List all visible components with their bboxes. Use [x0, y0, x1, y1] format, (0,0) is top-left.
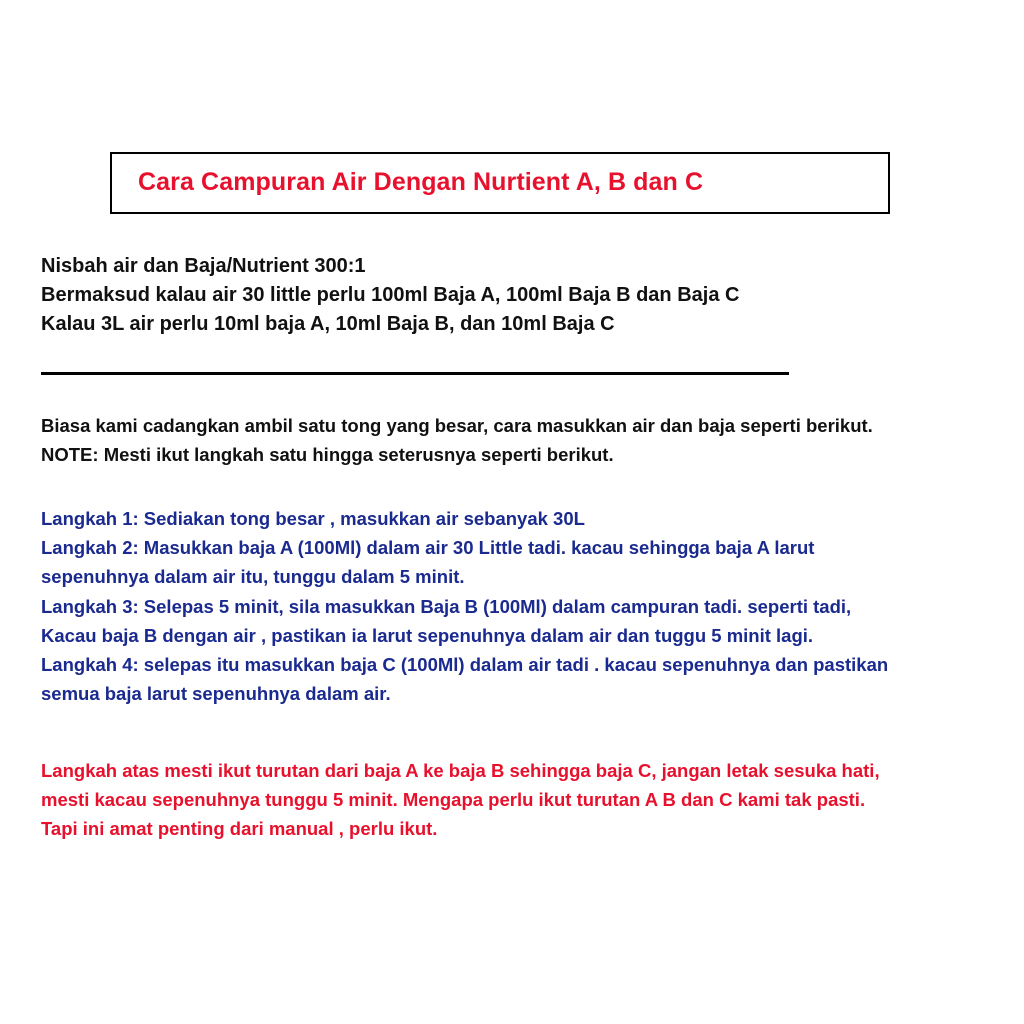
step-line: sepenuhnya dalam air itu, tunggu dalam 5 minit. [41, 566, 465, 588]
page-title: Cara Campuran Air Dengan Nurtient A, B dan C [138, 168, 704, 197]
steps-section [41, 504, 1011, 709]
intro-line: Biasa kami cadangkan ambil satu tong yang besar, cara masukkan air dan baja seperti berikut. [41, 415, 873, 436]
warning-line: mesti kacau sepenuhnya tunggu 5 minit. Mengapa perlu ikut turutan A B dan C kami tak pasti. [41, 789, 866, 811]
horizontal-divider [41, 372, 789, 375]
step-line: semua baja larut sepenuhnya dalam air. [41, 683, 391, 705]
warning-line: Tapi ini amat penting dari manual , perlu ikut. [41, 818, 438, 840]
ratio-section [41, 252, 991, 339]
step-line: Langkah 4: selepas itu masukkan baja C (100Ml) dalam air tadi . kacau sepenuhnya dan pastikan [41, 654, 889, 676]
warning-section [41, 756, 1016, 844]
ratio-line: Nisbah air dan Baja/Nutrient 300:1 [41, 255, 366, 277]
title-box [110, 152, 890, 214]
step-line: Kacau baja B dengan air , pastikan ia larut sepenuhnya dalam air dan tuggu 5 minit lagi. [41, 624, 814, 646]
step-line: Langkah 2: Masukkan baja A (100Ml) dalam air 30 Little tadi. kacau sehingga baja A larut [41, 537, 815, 559]
intro-section [41, 412, 1001, 469]
step-line: Langkah 1: Sediakan tong besar , masukkan air sebanyak 30L [41, 508, 585, 529]
ratio-line: Kalau 3L air perlu 10ml baja A, 10ml Baja B, dan 10ml Baja C [41, 313, 615, 335]
ratio-line: Bermaksud kalau air 30 little perlu 100ml Baja A, 100ml Baja B dan Baja C [41, 284, 740, 306]
intro-line: NOTE: Mesti ikut langkah satu hingga seterusnya seperti berikut. [41, 443, 614, 465]
warning-line: Langkah atas mesti ikut turutan dari baja A ke baja B sehingga baja C, jangan letak sesuka hati, [41, 760, 880, 781]
step-line: Langkah 3: Selepas 5 minit, sila masukkan Baja B (100Ml) dalam campuran tadi. seperti tadi, [41, 595, 852, 617]
